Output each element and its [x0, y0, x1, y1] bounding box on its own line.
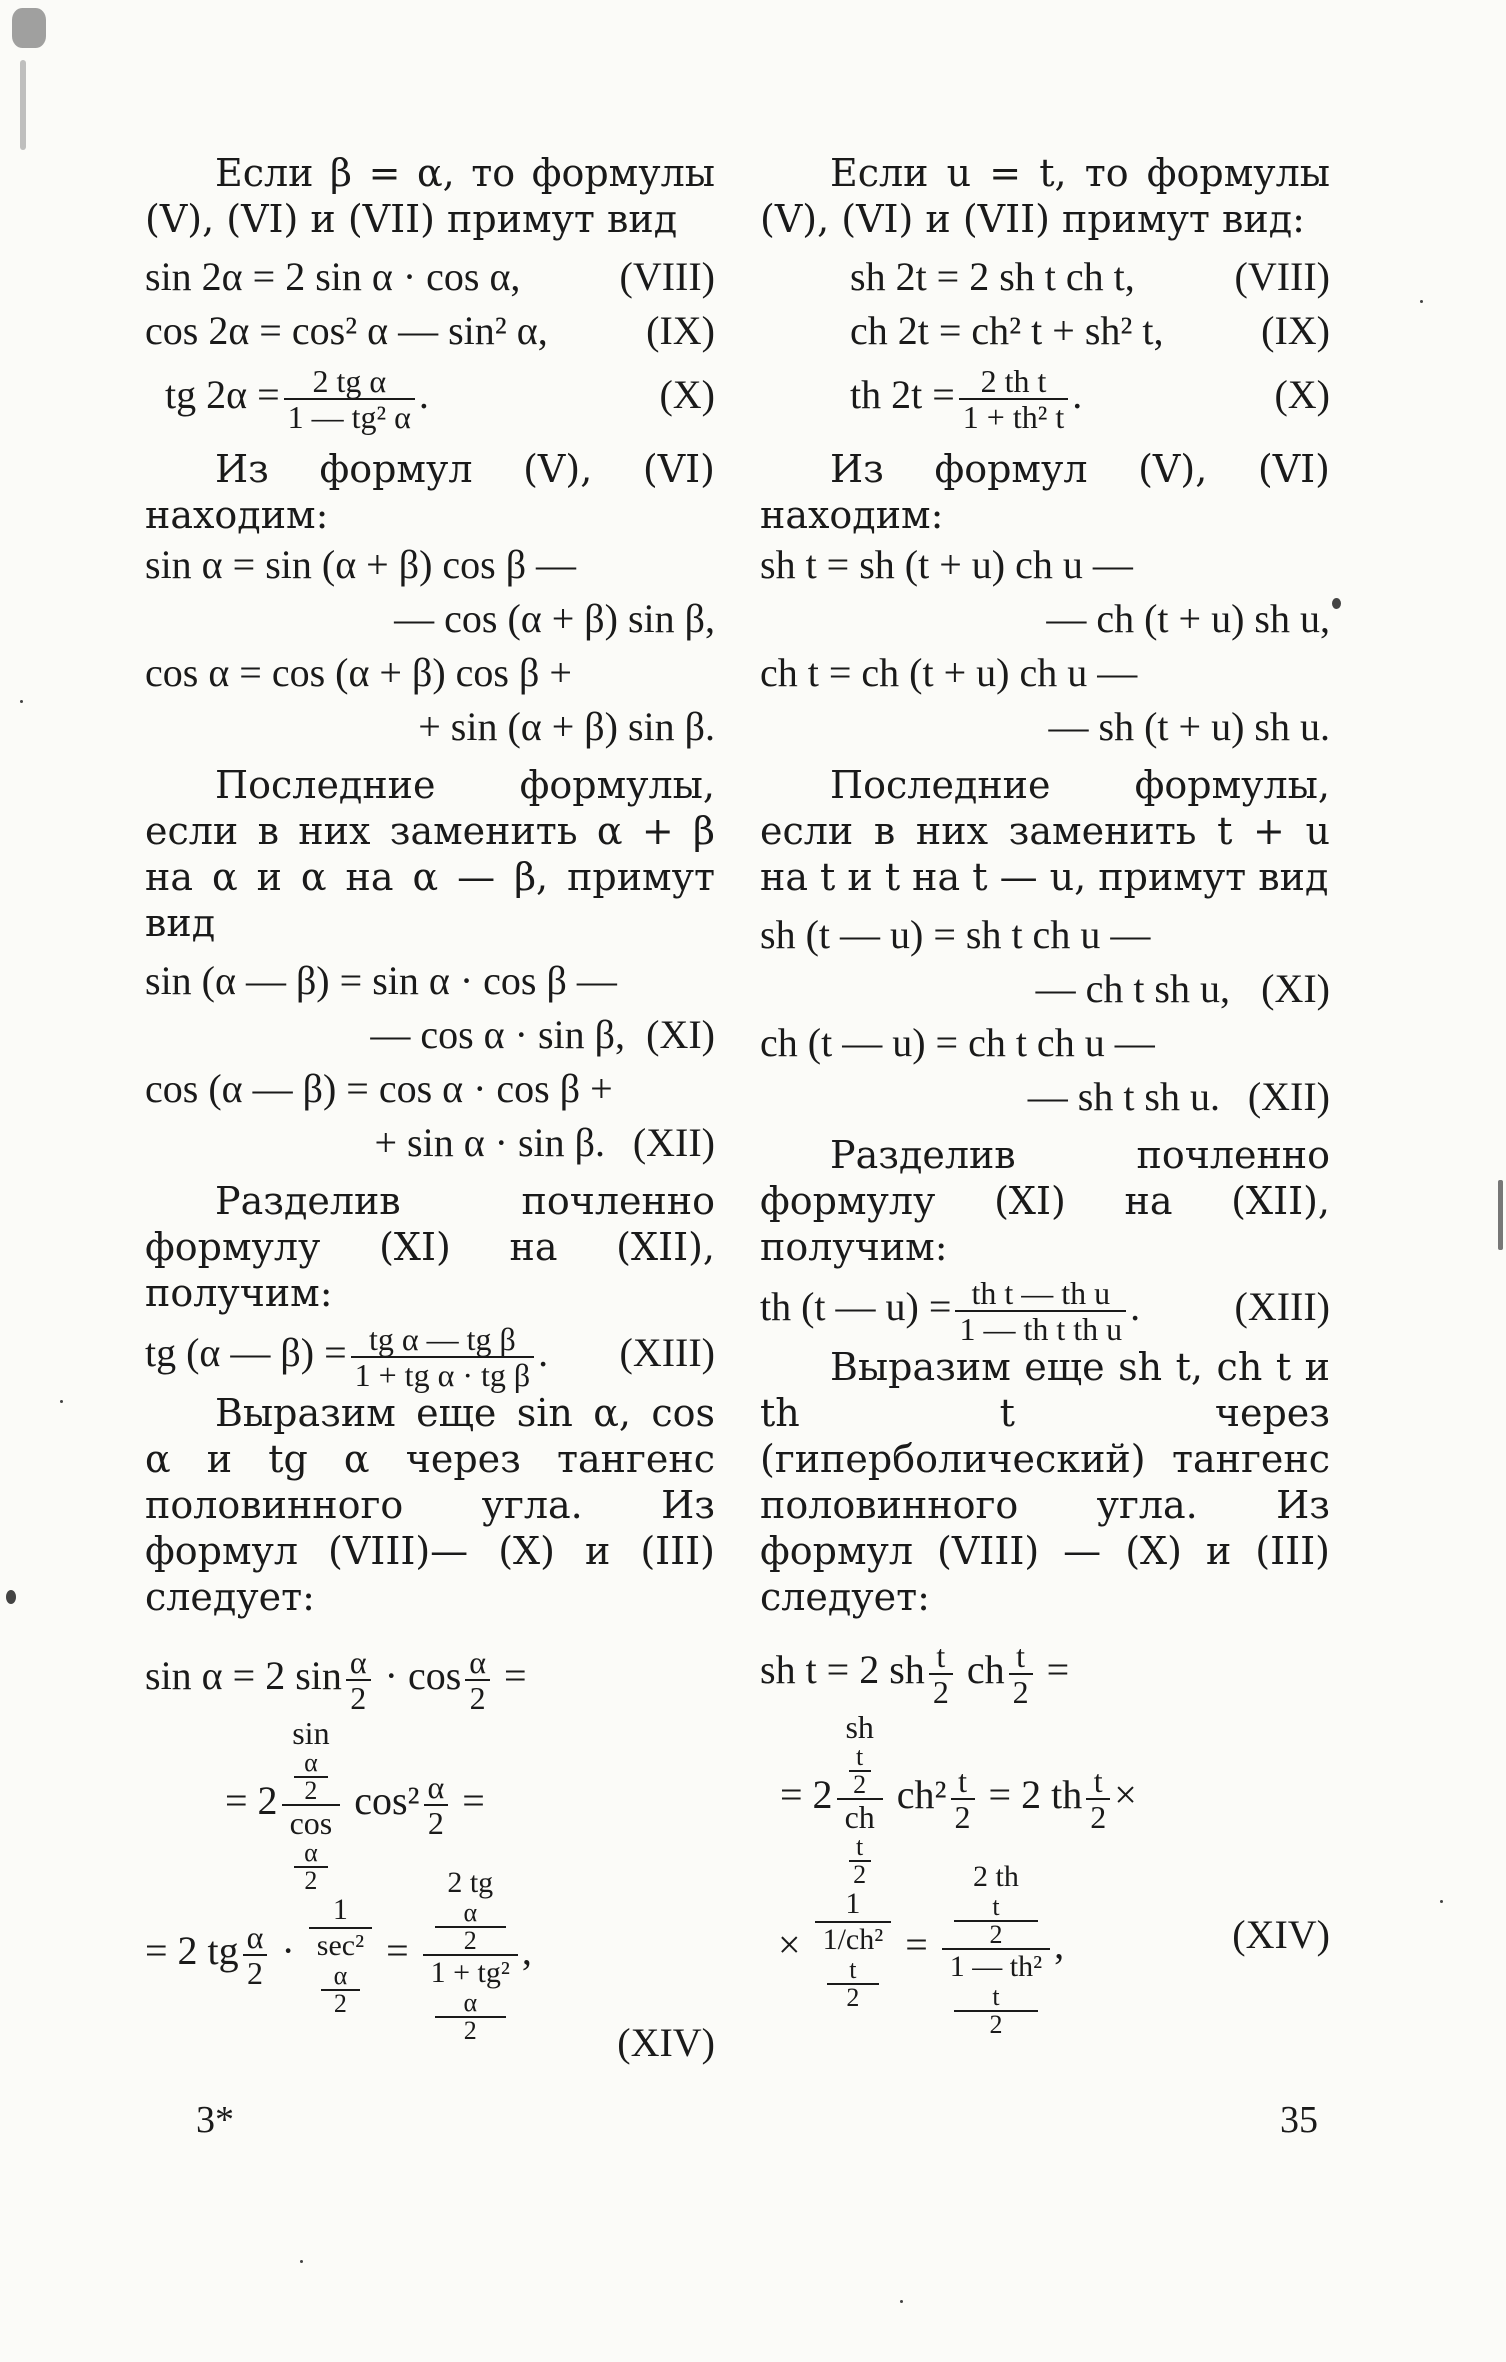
left-paragraph-4: Разделив почленно формулу (XI) на (XII), получим:: [145, 1179, 715, 1315]
formula-number: (X): [1274, 372, 1330, 417]
right-derivation-line-2: = 2 sh t 2 ch t 2 ch² $\frac{t}{2}$ = 2 th $\frac{t}{2}$ ×: [780, 1709, 1137, 1889]
right-formula-xii-line-1: ch (t — u) = ch t ch u —: [760, 1020, 1155, 1065]
formula-number: (XII): [1247, 1074, 1330, 1119]
left-paragraph-3: Последние формулы, если в них заменить α + β на α и α на α — β, примут вид: [145, 763, 715, 945]
left-derivation-line-2: = 2 sin α 2 cos α 2 cos² $\frac{\alpha}{2}$ =: [225, 1715, 485, 1895]
right-derivation-line-3: × 1 1/ch² t 2 = 2 th t 2 1 — th² t 2 , (XIV): [778, 1860, 1330, 2039]
right-formula-xii-line-2: [760, 1070, 1330, 1124]
formula-number: (XIII): [619, 1330, 715, 1375]
left-paragraph-2: Из формул (V), (VI) находим:: [145, 447, 715, 537]
left-derivation-line-1: sin α = 2 sin $\frac{\alpha}{2}$ · cos $\frac{\alpha}{2}$ =: [145, 1643, 527, 1716]
left-derivation-line-3: = 2 tg $\frac{\alpha}{2}$ · 1 sec² α 2 = 2 tg α 2 1 + tg² α 2 ,: [145, 1866, 532, 2045]
formula-expression: th 2t = $\frac{\text{2 th t}}{\text{1 + th² t}}$ .: [850, 362, 1083, 435]
formula-expression: — sh t sh u.: [1027, 1074, 1220, 1119]
right-sh-line-2: — ch (t + u) sh u,: [1046, 596, 1330, 641]
formula-expression: + sin α · sin β.: [374, 1120, 605, 1165]
formula-expression: tg 2α = $\frac{\text{2 tg α}}{\text{1 — tg² α}}$ .: [165, 362, 429, 435]
formula-expression: — cos α · sin β,: [370, 1012, 625, 1057]
right-paragraph-2: Из формул (V), (VI) находим:: [760, 447, 1330, 537]
formula-expression: sin 2α = 2 sin α · cos α,: [145, 254, 521, 299]
left-formula-xiii: [145, 1316, 715, 1393]
right-paragraph-1: Если u = t, то формулы (V), (VI) и (VII) примут вид:: [760, 151, 1330, 241]
left-cos-line-1: cos α = cos (α + β) cos β +: [145, 650, 572, 695]
formula-number: (X): [659, 372, 715, 417]
formula-expression: sh 2t = 2 sh t ch t,: [850, 254, 1135, 299]
signature-mark: 3*: [196, 2099, 234, 2141]
right-paragraph-5: Выразим еще sh t, ch t и th t через (гиперболический) тангенс половинного угла. Из формул (VIII) — (X) и (III) следует:: [760, 1345, 1330, 1619]
formula-expression: th (t — u) = $\frac{\text{th t — th u}}{\text{1 — th t th u}}$ .: [760, 1274, 1141, 1347]
right-derivation-line-1: sh t = 2 sh $\frac{t}{2}$ ch $\frac{t}{2}$ =: [760, 1637, 1070, 1710]
left-paragraph-5: Выразим еще sin α, cos α и tg α через тангенс половинного угла. Из формул (VIII)— (X) и (III) следует:: [145, 1391, 715, 1619]
right-formula-x: [760, 358, 1330, 435]
right-paragraph-4: Разделив почленно формулу (XI) на (XII), получим:: [760, 1133, 1330, 1269]
formula-number: (IX): [1261, 308, 1330, 353]
left-sin-line-1: sin α = sin (α + β) cos β —: [145, 542, 577, 587]
formula-expression: tg (α — β) = $\frac{\text{tg α — tg β}}{\text{1 + tg α · tg β}}$ .: [145, 1320, 549, 1393]
right-ch-line-2: — sh (t + u) sh u.: [1048, 704, 1330, 749]
left-cos-line-2: + sin (α + β) sin β.: [418, 704, 715, 749]
formula-number: (VIII): [619, 254, 715, 299]
formula-expression: ch 2t = ch² t + sh² t,: [850, 308, 1164, 353]
formula-number: (XIV): [1232, 1912, 1330, 1957]
left-sin-line-2: — cos (α + β) sin β,: [394, 596, 715, 641]
formula-number: (XI): [646, 1012, 715, 1057]
left-formula-xii-line-1: cos (α — β) = cos α · cos β +: [145, 1066, 613, 1111]
formula-number: (IX): [646, 308, 715, 353]
left-formula-viii: [145, 250, 715, 304]
right-sh-line-1: sh t = sh (t + u) ch u —: [760, 542, 1133, 587]
formula-expression: cos 2α = cos² α — sin² α,: [145, 308, 548, 353]
left-formula-xi-line-2: [145, 1008, 715, 1062]
right-formula-viii: [760, 250, 1330, 304]
formula-number: (VIII): [1234, 254, 1330, 299]
right-formula-xi-line-2: [760, 962, 1330, 1016]
right-column: [760, 150, 1330, 2039]
right-formula-ix: [760, 304, 1330, 358]
left-column: [145, 150, 715, 2070]
right-formula-xi-line-1: sh (t — u) = sh t ch u —: [760, 912, 1151, 957]
right-paragraph-3: Последние формулы, если в них заменить t + u на t и t на t — u, примут вид: [760, 763, 1330, 899]
right-ch-line-1: ch t = ch (t + u) ch u —: [760, 650, 1138, 695]
left-formula-x: [145, 358, 715, 435]
left-formula-xi-line-1: sin (α — β) = sin α · cos β —: [145, 958, 617, 1003]
page-number: 35: [1280, 2099, 1318, 2141]
left-formula-xiv-number: (XIV): [617, 2020, 715, 2065]
left-formula-ix: [145, 304, 715, 358]
formula-expression: — ch t sh u,: [1035, 966, 1230, 1011]
formula-number: (XIII): [1234, 1284, 1330, 1329]
right-formula-xiii: [760, 1270, 1330, 1347]
left-paragraph-1: Если β = α, то формулы (V), (VI) и (VII) примут вид: [145, 151, 715, 241]
left-formula-xii-line-2: [145, 1116, 715, 1170]
formula-number: (XII): [632, 1120, 715, 1165]
formula-number: (XI): [1261, 966, 1330, 1011]
